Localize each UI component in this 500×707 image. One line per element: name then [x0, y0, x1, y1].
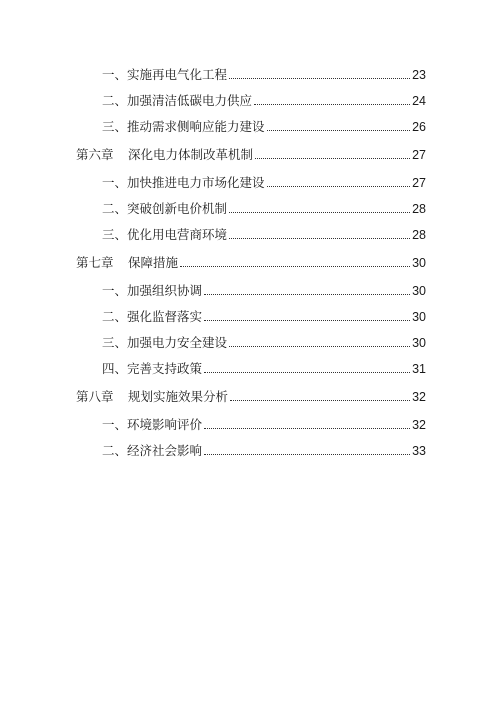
toc-entry[interactable]	[76, 174, 426, 192]
toc-entry-page: 30	[412, 310, 426, 324]
toc-entry-title: 二、强化监督落实	[102, 309, 203, 324]
dot-leader	[229, 78, 410, 79]
dot-leader	[267, 186, 411, 187]
toc-entry-page: 32	[412, 390, 426, 404]
toc-entry[interactable]	[76, 442, 426, 460]
toc-entry-page: 32	[412, 418, 426, 432]
toc-entry-page: 28	[412, 202, 426, 216]
toc-entry-page: 30	[412, 256, 426, 270]
toc-entry-page: 24	[412, 94, 426, 108]
toc-entry-title: 深化电力体制改革机制	[128, 147, 254, 162]
dot-leader	[229, 212, 410, 213]
toc-entry-title: 规划实施效果分析	[128, 389, 229, 404]
toc-chapter-label: 第八章	[76, 389, 114, 404]
toc-entry[interactable]	[76, 360, 426, 378]
toc-entry-title: 一、加强组织协调	[102, 283, 203, 298]
dot-leader	[204, 454, 410, 455]
toc-entry[interactable]	[76, 308, 426, 326]
toc-entry[interactable]	[76, 226, 426, 244]
toc-entry-title: 二、突破创新电价机制	[102, 201, 228, 216]
toc-entry-page: 27	[412, 176, 426, 190]
toc-entry-title: 二、加强清洁低碳电力供应	[102, 93, 253, 108]
toc-entry-page: 28	[412, 228, 426, 242]
toc-chapter-entry[interactable]	[76, 146, 426, 164]
toc-entry-page: 23	[412, 68, 426, 82]
toc-chapter-entry[interactable]	[76, 388, 426, 406]
toc-entry-page: 30	[412, 336, 426, 350]
toc-entry[interactable]	[76, 200, 426, 218]
toc-entry-page: 33	[412, 444, 426, 458]
toc-chapter-entry[interactable]	[76, 254, 426, 272]
toc-entry-title: 四、完善支持政策	[102, 361, 203, 376]
toc-entry[interactable]	[76, 92, 426, 110]
toc-entry-title: 三、加强电力安全建设	[102, 335, 228, 350]
toc-entry[interactable]	[76, 416, 426, 434]
toc-entry-title: 二、经济社会影响	[102, 443, 203, 458]
dot-leader	[180, 266, 410, 267]
dot-leader	[204, 294, 410, 295]
toc-entry[interactable]	[76, 118, 426, 136]
toc-chapter-label: 第七章	[76, 255, 114, 270]
toc-entry[interactable]	[76, 66, 426, 84]
toc-entry-title: 一、加快推进电力市场化建设	[102, 175, 265, 190]
toc-entry-title: 一、实施再电气化工程	[102, 67, 228, 82]
dot-leader	[254, 104, 410, 105]
toc-entry-page: 26	[412, 120, 426, 134]
dot-leader	[230, 400, 410, 401]
dot-leader	[204, 372, 410, 373]
toc-entry-page: 31	[412, 362, 426, 376]
toc-chapter-label: 第六章	[76, 147, 114, 162]
dot-leader	[204, 320, 410, 321]
toc-entry[interactable]	[76, 282, 426, 300]
toc-entry-title: 三、优化用电营商环境	[102, 227, 228, 242]
table-of-contents	[76, 66, 426, 460]
dot-leader	[255, 158, 410, 159]
toc-entry-title: 三、推动需求侧响应能力建设	[102, 119, 265, 134]
toc-entry-page: 30	[412, 284, 426, 298]
dot-leader	[204, 428, 410, 429]
toc-entry[interactable]	[76, 334, 426, 352]
toc-entry-page: 27	[412, 148, 426, 162]
dot-leader	[229, 346, 410, 347]
dot-leader	[229, 238, 410, 239]
toc-entry-title: 一、环境影响评价	[102, 417, 203, 432]
toc-entry-title: 保障措施	[128, 255, 179, 270]
dot-leader	[267, 130, 411, 131]
